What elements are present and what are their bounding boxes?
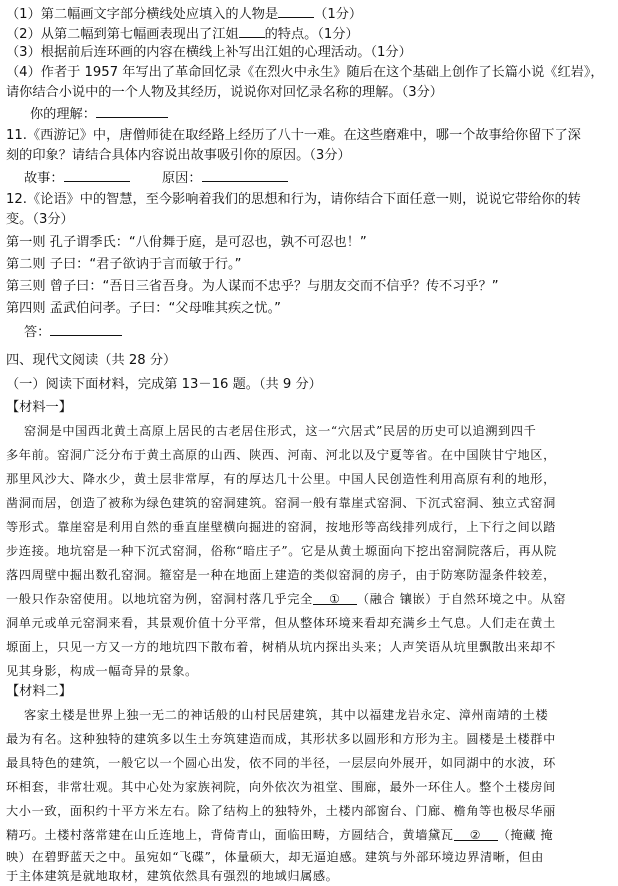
material-1-line: 等形式。靠崖窑是利用自然的垂直崖壁横向掘进的窑洞，按地形等高线排列成行，上下行之间以踏 — [6, 520, 556, 534]
question-10-1 — [6, 4, 612, 23]
answer-label: 故事： — [24, 171, 64, 186]
question-12-answer — [24, 322, 612, 341]
material-1-line: 塬面上，只见一方又一方的地坑四下散布着，树梢从坑内探出头来；人声笑语从坑里飘散出来却不 — [6, 640, 556, 654]
analects-item: 第三则 曾子曰：“吾日三省吾身。为人谋而不忠乎？与朋友交而不信乎？传不习乎？” — [6, 279, 499, 294]
answer-label: 答： — [24, 325, 51, 340]
question-12-line1: 12.《论语》中的智慧，至今影响着我们的思想和行为，请你结合下面任意一则，说说它带给你的转 — [6, 192, 581, 207]
material-1-line: 见其身影，构成一幅奇异的景象。 — [6, 664, 198, 678]
material-2-label: 【材料二】 — [6, 684, 72, 699]
analects-item: 第二则 子曰：“君子欲讷于言而敏于行。” — [6, 257, 242, 272]
material-text: 精巧。土楼村落常建在山丘连地上，背倚青山，面临田畴，方圆结合，黄墙黛瓦 — [6, 828, 454, 842]
question-12-line2: 变。（3分） — [6, 212, 74, 227]
analects-item: 第四则 孟武伯问孝。子曰：“父母唯其疾之忧。” — [6, 301, 282, 316]
material-2-line: 大小一致，面积约十平方米左右。除了结构上的独特外，土楼内部窗台、门廊、檐角等也极尽华丽 — [6, 804, 556, 818]
blank-2[interactable]: ② — [454, 827, 498, 841]
material-2-line: 客家土楼是世界上独一无二的神话般的山村民居建筑，其中以福建龙岩永定、漳州南靖的土楼 — [24, 708, 549, 722]
material-2-line: 最具特色的建筑，一般它以一个圆心出发，依不同的半径，一层层向外展开，如同湖中的水波，环 — [6, 756, 556, 770]
analects-item: 第一则 孔子谓季氏：“八佾舞于庭，是可忍也，孰不可忍也！” — [6, 235, 367, 250]
blank-1[interactable]: ① — [313, 591, 357, 605]
material-2-line: 于主体建筑是就地取材，建筑依然具有强烈的地域归属感。 — [6, 869, 339, 883]
reason-blank[interactable] — [202, 168, 288, 182]
question-11-answer — [24, 168, 612, 187]
section-subtitle: （一）阅读下面材料，完成第 13－16 题。（共 9 分） — [6, 377, 322, 392]
answer-blank[interactable] — [96, 104, 168, 118]
material-1-line: 那里风沙大、降水少，黄土层非常厚，有的厚达几十公里。中国人民创造性利用高原有利的地形， — [6, 472, 556, 486]
answer-blank[interactable] — [278, 4, 314, 18]
question-10-4-line1: （4）作者于 1957 年写出了革命回忆录《在烈火中永生》随后在这个基础上创作了长篇小说《红岩》， — [6, 65, 604, 80]
material-1-line: 步连接。地坑窑是一种下沉式窑洞，俗称“暗庄子”。它是从黄土塬面向下挖出窑洞院落后，再从院 — [6, 544, 557, 558]
answer-label: 你的理解： — [30, 107, 96, 122]
question-10-2 — [6, 24, 612, 43]
material-1-line: 凿洞而居，创造了被称为绿色建筑的窑洞建筑。窑洞一般有靠崖式窑洞、下沉式窑洞、独立式窑洞 — [6, 496, 556, 510]
question-11-line1: 11.《西游记》中，唐僧师徒在取经路上经历了八十一难。在这些磨难中，哪一个故事给你留下了深 — [6, 128, 581, 143]
material-1-line: 多年前。窑洞广泛分布于黄土高原的山西、陕西、河南、河北以及宁夏等省。在中国陕甘宁地区， — [6, 448, 556, 462]
question-10-4-answer — [30, 104, 612, 123]
material-2-line — [6, 827, 612, 844]
question-text: （1）第二幅画文字部分横线处应填入的人物是 — [6, 7, 279, 22]
material-1-label: 【材料一】 — [6, 400, 72, 415]
material-1-line — [6, 591, 612, 608]
answer-blank[interactable] — [239, 24, 265, 38]
material-1-line: 洞单元或单元窑洞来看，其景观价值十分平常，但从整体环境来看却充满乡土气息。人们走在黄土 — [6, 616, 556, 630]
section-title: 四、现代文阅读（共 28 分） — [6, 353, 177, 368]
question-10-4-line2: 请你结合小说中的一个人物及其经历，说说你对回忆录名称的理解。（3分） — [6, 85, 443, 100]
question-11-line2: 刻的印象？请结合具体内容说出故事吸引你的原因。（3分） — [6, 148, 351, 163]
material-2-line: 映）在碧野蓝天之中。虽宛如“飞碟”，体量硕大，却无逼迫感。建筑与外部环境边界清晰，但由 — [6, 850, 544, 864]
score-note: （1分） — [314, 7, 363, 22]
question-10-3: （3）根据前后连环画的内容在横线上补写出江姐的心理活动。（1分） — [6, 45, 412, 60]
story-blank[interactable] — [64, 168, 130, 182]
material-2-line: 最为有名。这种独特的建筑多以生土夯筑建造而成，其形状多以圆形和方形为主。圆楼是土楼群中 — [6, 732, 556, 746]
answer-blank[interactable] — [50, 322, 122, 336]
material-text: 一般只作杂窑使用。以地坑窑为例，窑洞村落几乎完全 — [6, 592, 313, 606]
material-text: （掩藏 掩 — [497, 828, 554, 842]
material-1-line: 落四周壁中掘出数孔窑洞。箍窑是一种在地面上建造的类似窑洞的房子，由于防寒防湿条件较差， — [6, 568, 556, 582]
question-text: （2）从第二幅到第七幅画表现出了江姐 — [6, 27, 239, 42]
material-2-line: 环相套，非常壮观。其中心处为家族祠院，向外依次为祖堂、围廊，最外一环住人。整个土楼房间 — [6, 780, 556, 794]
material-text: （融合 镶嵌）于自然环境之中。从窑 — [356, 592, 566, 606]
question-text: 的特点。（1分） — [264, 27, 359, 42]
material-1-line: 窑洞是中国西北黄土高原上居民的古老居住形式，这一“穴居式”民居的历史可以追溯到四千 — [24, 424, 537, 438]
answer-label: 原因： — [161, 171, 202, 186]
